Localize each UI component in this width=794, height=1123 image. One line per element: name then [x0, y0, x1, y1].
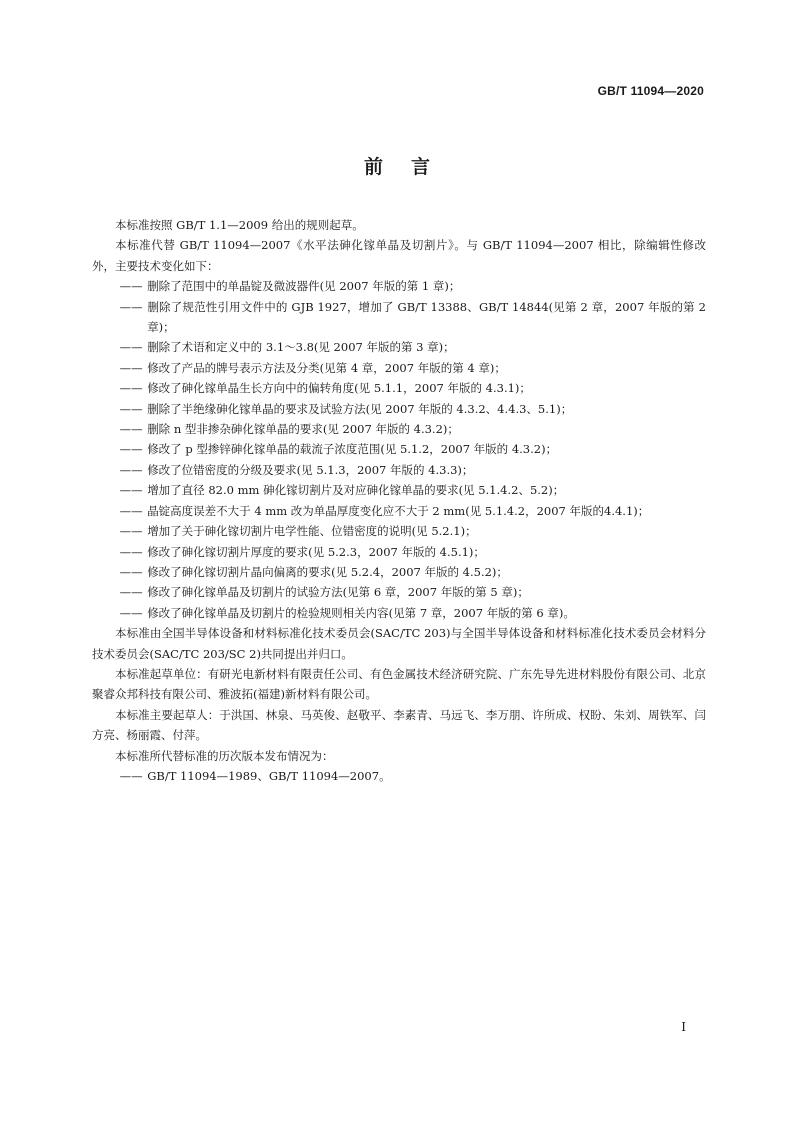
list-item-text: 修改了位错密度的分级及要求(见 5.1.3，2007 年版的 4.3.3)； — [147, 462, 474, 477]
list-item — [120, 378, 706, 398]
paragraph-drafting-units: 本标准起草单位：有研光电新材料有限责任公司、有色金属技术经济研究院、广东先导先进材料股份有限公司、北京聚睿众邦科技有限公司、雅波拓(福建)新材料有限公司。 — [92, 666, 706, 702]
dash-mark: —— — [119, 544, 143, 559]
list-item — [120, 419, 706, 439]
paragraph-history-intro: 本标准所代替标准的历次版本发布情况为： — [115, 748, 334, 763]
list-item — [120, 521, 706, 541]
dash-mark: —— — [119, 279, 143, 294]
dash-mark: —— — [119, 340, 143, 355]
list-item-text: 删除了范围中的单晶锭及微波器件(见 2007 年版的第 1 章)； — [147, 279, 461, 294]
dash-mark: —— — [119, 299, 143, 314]
paragraph-replacement-note: 本标准代替 GB/T 11094—2007《水平法砷化镓单晶及切割片》。与 GB/T 11094—2007 相比，除编辑性修改外，主要技术变化如下： — [92, 238, 706, 273]
list-item — [120, 337, 706, 357]
page-number: I — [681, 1020, 686, 1034]
dash-mark: —— — [119, 462, 143, 477]
list-item-text: 修改了产品的牌号表示方法及分类(见第 4 章，2007 年版的第 4 章)； — [147, 360, 506, 375]
list-item-text: 删除了规范性引用文件中的 GJB 1927，增加了 GB/T 13388、GB/T 14844(见第 2 章，2007 年版的第 2 章)； — [147, 299, 706, 335]
list-item — [120, 297, 706, 338]
dash-mark: —— — [119, 768, 143, 783]
dash-mark: —— — [119, 442, 143, 457]
list-item-text: 修改了 p 型掺锌砷化镓单晶的载流子浓度范围(见 5.1.2，2007 年版的 4.3.2)； — [147, 442, 558, 457]
list-item-text: 删除了半绝缘砷化镓单晶的要求及试验方法(见 2007 年版的 4.3.2、4.4.3、5.1)； — [147, 401, 573, 416]
list-item — [120, 358, 706, 378]
paragraph-proposer: 本标准由全国半导体设备和材料标准化技术委员会(SAC/TC 203)与全国半导体设备和材料标准化技术委员会材料分技术委员会(SAC/TC 203/SC 2)共同提出并归口。 — [92, 626, 706, 661]
dash-mark: —— — [119, 503, 143, 518]
dash-mark: —— — [119, 585, 143, 600]
change-list — [92, 276, 706, 623]
list-item-text: 增加了关于砷化镓切割片电学性能、位错密度的说明(见 5.2.1)； — [147, 524, 477, 539]
list-item-text: 修改了砷化镓单晶生长方向中的偏转角度(见 5.1.1，2007 年版的 4.3.1)； — [147, 381, 531, 396]
list-item-text: 删除 n 型非掺杂砷化镓单晶的要求(见 2007 年版的 4.3.2)； — [147, 422, 459, 437]
dash-mark: —— — [119, 381, 143, 396]
dash-mark: —— — [119, 605, 143, 620]
dash-mark: —— — [119, 360, 143, 375]
dash-mark: —— — [119, 564, 143, 579]
list-item-text: 增加了直径 82.0 mm 砷化镓切割片及对应砷化镓单晶的要求(见 5.1.4.2、5.2)； — [147, 483, 565, 498]
list-item-text: 修改了砷化镓单晶及切割片的试验方法(见第 6 章，2007 年版的第 5 章)； — [147, 585, 529, 600]
list-item-text: 修改了砷化镓切割片厚度的要求(见 5.2.3，2007 年版的 4.5.1)； — [147, 544, 485, 559]
paragraph-drafters: 本标准主要起草人：于洪国、林泉、马英俊、赵敬平、李素青、马远飞、李万朋、许所成、权盼、朱刘、周铁军、闫方亮、杨丽霞、付萍。 — [92, 707, 706, 743]
document-body — [92, 215, 706, 786]
list-item-text: 晶锭高度误差不大于 4 mm 改为单晶厚度变化应不大于 2 mm(见 5.1.4.2，2007 年版的4.4.1)； — [147, 503, 650, 518]
page-title: 前言 — [363, 156, 458, 178]
paragraph-drafting-rules: 本标准按照 GB/T 1.1—2009 给出的规则起草。 — [115, 218, 364, 232]
list-item — [120, 582, 706, 602]
dash-mark: —— — [119, 483, 143, 498]
dash-mark: —— — [119, 524, 143, 539]
dash-mark: —— — [119, 422, 143, 437]
standard-code: GB/T 11094—2020 — [597, 84, 704, 98]
history-text: GB/T 11094—1989、GB/T 11094—2007。 — [147, 768, 391, 783]
history-item — [120, 766, 706, 786]
dash-mark: —— — [119, 401, 143, 416]
list-item-text: 修改了砷化镓单晶及切割片的检验规则相关内容(见第 7 章，2007 年版的第 6 章)。 — [147, 605, 575, 620]
list-item — [120, 439, 706, 459]
list-item — [120, 480, 706, 500]
list-item-text: 修改了砷化镓切割片晶向偏离的要求(见 5.2.4，2007 年版的 4.5.2)； — [147, 564, 508, 579]
list-item — [120, 399, 706, 419]
list-item-text: 删除了术语和定义中的 3.1～3.8(见 2007 年版的第 3 章)； — [147, 340, 455, 355]
list-item — [120, 460, 706, 480]
list-item — [120, 542, 706, 562]
list-item — [120, 562, 706, 582]
list-item — [120, 603, 706, 623]
list-item — [120, 501, 706, 521]
list-item — [120, 276, 706, 296]
